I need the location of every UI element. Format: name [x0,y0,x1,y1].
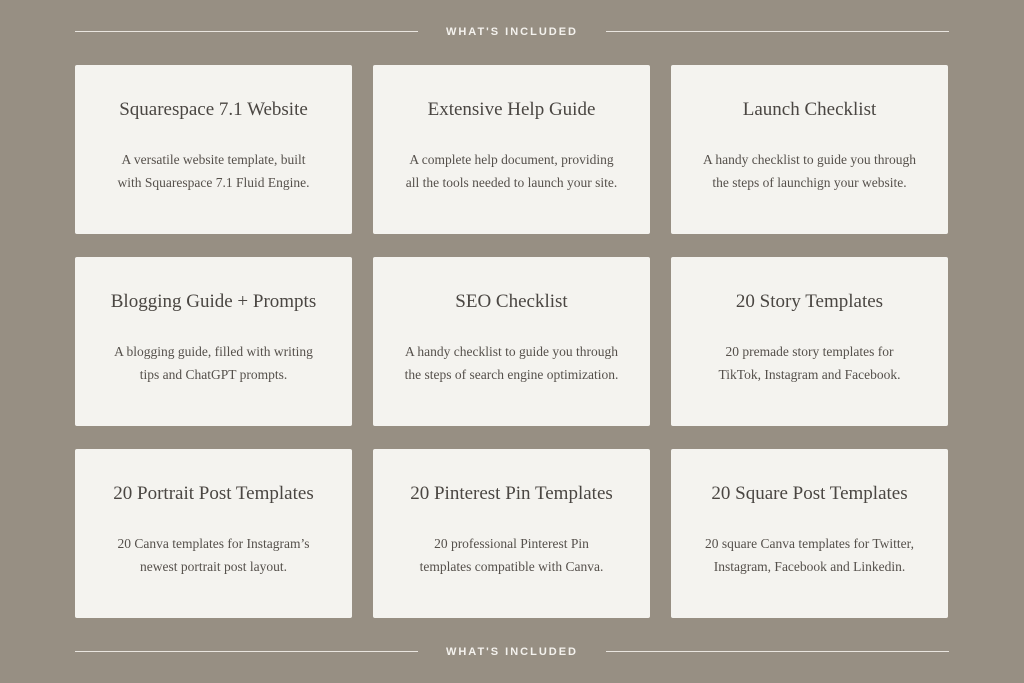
card-description-line: the steps of launchign your website. [712,175,907,190]
divider-line-right [606,31,949,32]
card-title: SEO Checklist [455,291,568,312]
card-description-line: with Squarespace 7.1 Fluid Engine. [117,175,310,190]
feature-card-story-templates [671,257,948,426]
card-description-line: 20 Canva templates for Instagram’s [117,536,310,551]
features-grid [75,65,949,618]
card-description-line: A versatile website template, built [121,152,306,167]
divider-line-left [75,31,418,32]
card-title: 20 Pinterest Pin Templates [410,483,613,504]
section-heading: WHAT'S INCLUDED [445,26,578,38]
card-title: Squarespace 7.1 Website [119,99,308,120]
divider-line-left [75,651,418,652]
card-description [393,148,630,194]
card-description [691,340,928,386]
card-description-line: 20 professional Pinterest Pin [434,536,589,551]
footer-divider [75,644,949,660]
feature-card-square-post-templates [671,449,948,618]
card-description-line: all the tools needed to launch your site. [405,175,618,190]
feature-card-portrait-post-templates [75,449,352,618]
card-description [393,340,630,386]
card-title: 20 Portrait Post Templates [113,483,314,504]
card-title: 20 Story Templates [735,291,884,312]
card-title: Extensive Help Guide [427,99,596,120]
card-description-line: 20 square Canva templates for Twitter, [705,536,914,551]
card-title: Blogging Guide + Prompts [110,291,317,312]
header-divider [75,24,949,40]
feature-card-blogging-guide [75,257,352,426]
card-description-line: newest portrait post layout. [140,559,287,574]
feature-card-pinterest-pin-templates [373,449,650,618]
card-description [95,148,332,194]
card-description [95,340,332,386]
card-description-line: TikTok, Instagram and Facebook. [718,367,901,382]
card-description [95,532,332,578]
card-description [691,532,928,578]
card-description-line: A handy checklist to guide you through [405,344,618,359]
card-description [393,532,630,578]
card-description-line: 20 premade story templates for [725,344,894,359]
card-description-line: A complete help document, providing [409,152,614,167]
divider-line-right [606,651,949,652]
feature-card-squarespace-website [75,65,352,234]
card-description-line: templates compatible with Canva. [419,559,604,574]
card-description-line: tips and ChatGPT prompts. [139,367,288,382]
card-description-line: Instagram, Facebook and Linkedin. [713,559,906,574]
card-description-line: the steps of search engine optimization. [404,367,619,382]
card-title: 20 Square Post Templates [711,483,908,504]
feature-card-seo-checklist [373,257,650,426]
card-description-line: A blogging guide, filled with writing [114,344,313,359]
feature-card-help-guide [373,65,650,234]
card-title: Launch Checklist [742,99,877,120]
card-description [691,148,928,194]
section-heading-footer: WHAT'S INCLUDED [445,646,578,658]
feature-card-launch-checklist [671,65,948,234]
card-description-line: A handy checklist to guide you through [703,152,916,167]
